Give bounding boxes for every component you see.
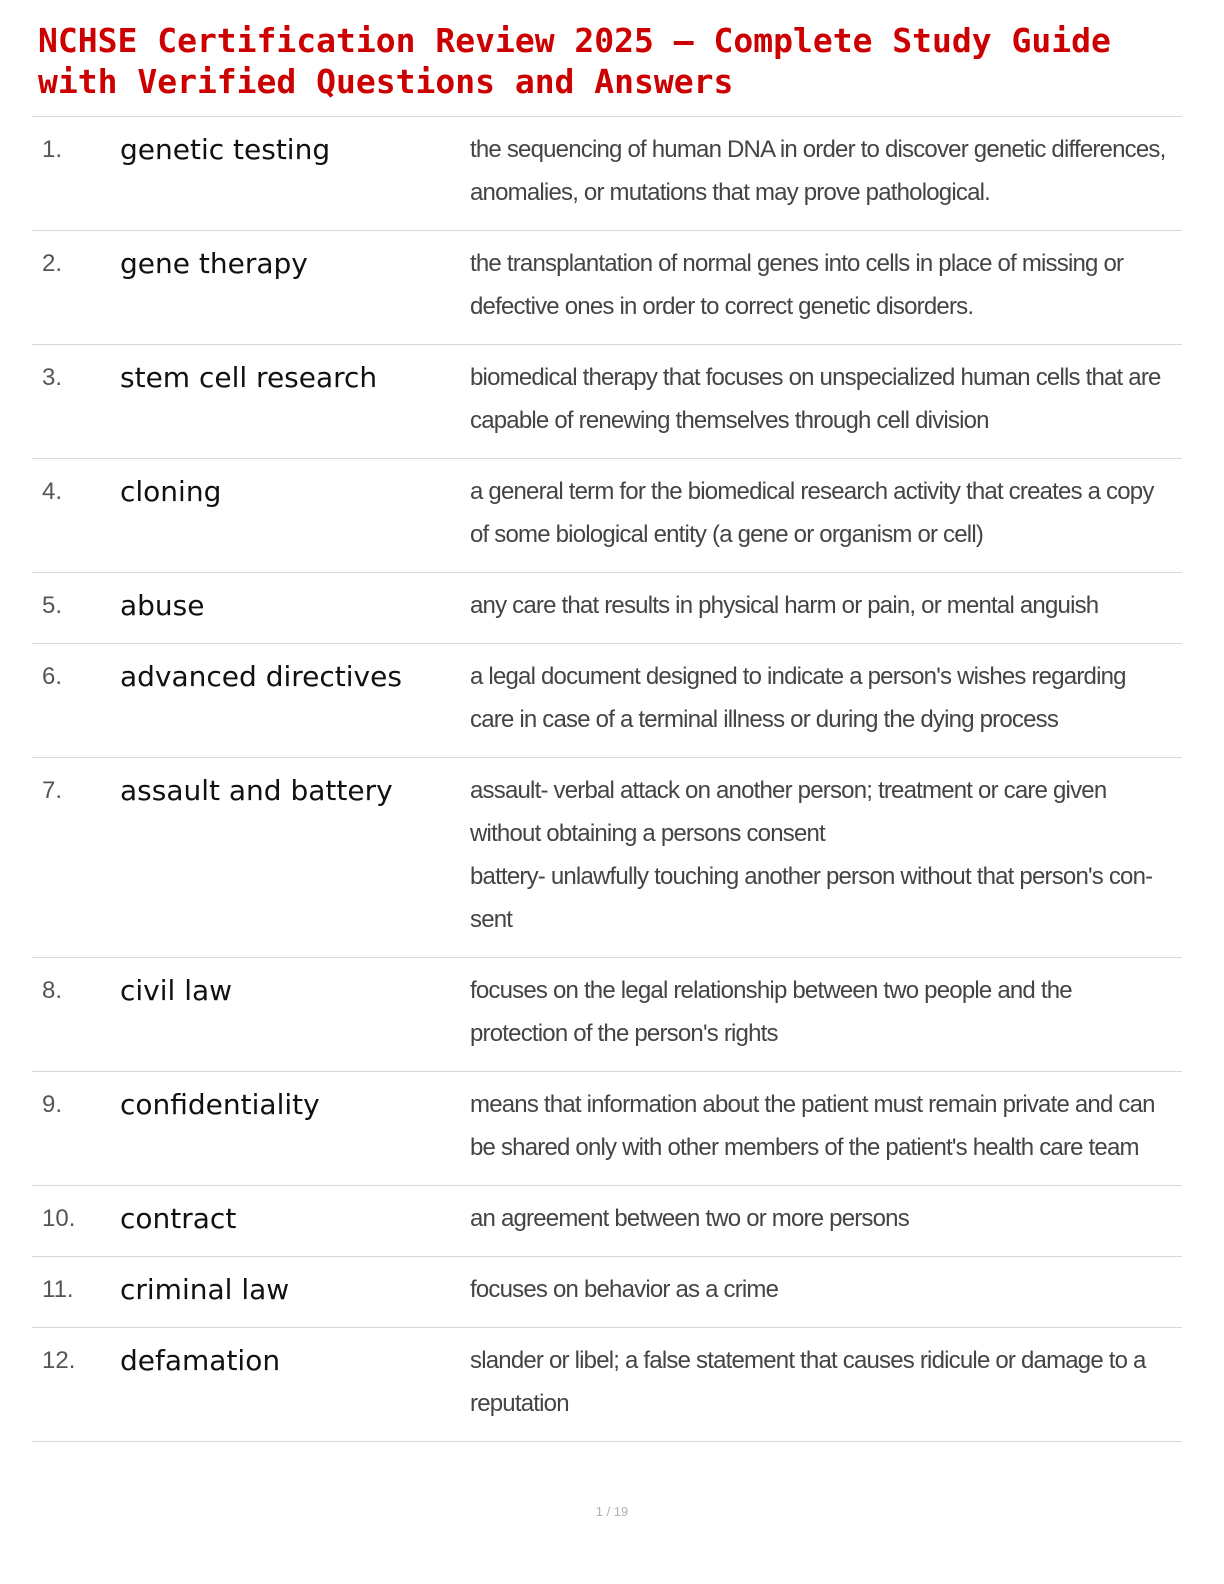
term-row: [32, 459, 1182, 573]
definition-paragraph: any care that results in physical harm or pain, or mental anguish: [470, 592, 1099, 619]
term-name: gene therapy: [120, 231, 470, 345]
definition-text: [470, 1268, 1168, 1311]
term-definition: [470, 573, 1182, 644]
term-name: criminal law: [120, 1257, 470, 1328]
term-name: abuse: [120, 573, 470, 644]
term-definition: [470, 1257, 1182, 1328]
definition-paragraph: a general term for the biomedical research activity that creates a copy of some biological entity (a gene or organism or cell): [470, 478, 1154, 548]
definition-text: [470, 1197, 1168, 1240]
definition-text: [470, 769, 1168, 941]
definition-paragraph: focuses on the legal relationship between two people and the protection of the person's rights: [470, 977, 1072, 1047]
term-row: [32, 1186, 1182, 1257]
term-number: 7.: [32, 758, 120, 958]
definition-text: [470, 128, 1168, 214]
definition-text: [470, 969, 1168, 1055]
definition-paragraph: battery- unlawfully touching another person without that person's con- sent: [470, 863, 1153, 933]
definition-text: [470, 1339, 1168, 1425]
term-name: civil law: [120, 958, 470, 1072]
term-number: 4.: [32, 459, 120, 573]
term-row: [32, 117, 1182, 231]
definition-paragraph: the transplantation of normal genes into cells in place of missing or defective ones in order to correct genetic disorders.: [470, 250, 1124, 320]
term-name: cloning: [120, 459, 470, 573]
term-name: contract: [120, 1186, 470, 1257]
term-row: [32, 573, 1182, 644]
term-number: 3.: [32, 345, 120, 459]
term-name: assault and battery: [120, 758, 470, 958]
term-number: 2.: [32, 231, 120, 345]
definition-paragraph: the sequencing of human DNA in order to discover genetic differences, anomalies, or mutations that may prove pathological.: [470, 136, 1166, 206]
term-definition: [470, 1186, 1182, 1257]
page-number: 1 / 19: [595, 1504, 629, 1519]
definition-paragraph: a legal document designed to indicate a person's wishes regarding care in case of a terminal illness or during the dying process: [470, 663, 1126, 733]
definition-paragraph: biomedical therapy that focuses on unspecialized human cells that are capable of renewing themselves through cell division: [470, 364, 1161, 434]
term-definition: [470, 1328, 1182, 1442]
definition-paragraph: focuses on behavior as a crime: [470, 1276, 779, 1303]
term-number: 10.: [32, 1186, 120, 1257]
term-definition: [470, 758, 1182, 958]
term-number: 1.: [32, 117, 120, 231]
term-row: [32, 758, 1182, 958]
page-title: NCHSE Certification Review 2025 – Complete Study Guide with Verified Questions and Answers: [38, 21, 1111, 101]
definition-paragraph: slander or libel; a false statement that causes ridicule or damage to a reputation: [470, 1347, 1146, 1417]
term-name: confidentiality: [120, 1072, 470, 1186]
term-definition: [470, 644, 1182, 758]
definition-paragraph: means that information about the patient must remain private and can be shared only with other members of the patient's health care team: [470, 1091, 1155, 1161]
term-definition: [470, 117, 1182, 231]
term-name: stem cell research: [120, 345, 470, 459]
definition-paragraph: assault- verbal attack on another person; treatment or care given without obtaining a persons consent: [470, 777, 1107, 847]
definition-text: [470, 242, 1168, 328]
term-definition: [470, 231, 1182, 345]
term-row: [32, 1328, 1182, 1442]
term-row: [32, 1257, 1182, 1328]
term-definition: [470, 958, 1182, 1072]
definition-text: [470, 356, 1168, 442]
definition-text: [470, 470, 1168, 556]
term-number: 6.: [32, 644, 120, 758]
term-number: 11.: [32, 1257, 120, 1328]
term-number: 12.: [32, 1328, 120, 1442]
term-row: [32, 644, 1182, 758]
term-number: 8.: [32, 958, 120, 1072]
terms-table: [32, 116, 1182, 1442]
definition-text: [470, 1083, 1168, 1169]
definition-text: [470, 655, 1168, 741]
definition-paragraph: an agreement between two or more persons: [470, 1205, 909, 1232]
term-definition: [470, 345, 1182, 459]
term-name: defamation: [120, 1328, 470, 1442]
term-row: [32, 231, 1182, 345]
definition-text: [470, 584, 1168, 627]
term-row: [32, 345, 1182, 459]
term-definition: [470, 459, 1182, 573]
term-row: [32, 958, 1182, 1072]
term-name: genetic testing: [120, 117, 470, 231]
term-number: 9.: [32, 1072, 120, 1186]
term-row: [32, 1072, 1182, 1186]
term-definition: [470, 1072, 1182, 1186]
term-name: advanced directives: [120, 644, 470, 758]
terms-table-body: [32, 117, 1182, 1442]
term-number: 5.: [32, 573, 120, 644]
